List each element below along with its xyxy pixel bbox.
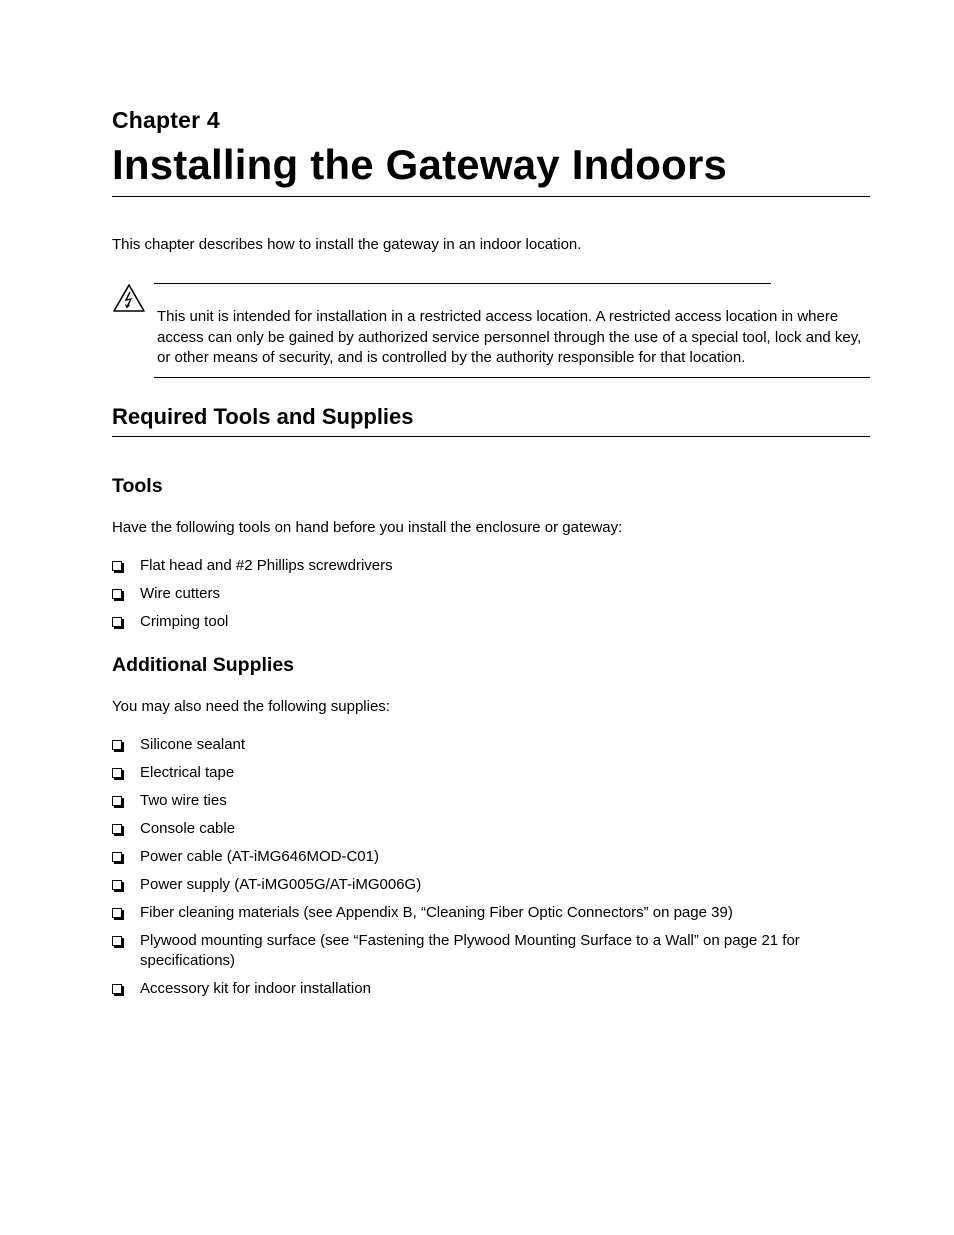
list-item — [112, 931, 842, 971]
warning-text: This unit is intended for installation in a restricted access location. A restricted access location in where access can only be gained by authorized service personnel through the use of a special tool, lock and key, or other means of security, and is controlled by the authority responsible for that location. — [157, 308, 862, 366]
warning-top-divider — [154, 283, 771, 284]
checkbox-bullet-icon — [112, 908, 122, 918]
list-item-text: Wire cutters — [140, 585, 221, 602]
checkbox-bullet-icon — [112, 561, 122, 571]
list-item — [112, 735, 842, 755]
checkbox-bullet-icon — [112, 936, 122, 946]
checkbox-bullet-icon — [112, 984, 122, 994]
checkbox-bullet-icon — [112, 589, 122, 599]
list-item-text: Accessory kit for indoor installation — [140, 980, 371, 997]
tools-intro: Have the following tools on hand before you install the enclosure or gateway: — [112, 519, 623, 536]
checkbox-bullet-icon — [112, 824, 122, 834]
electrical-hazard-icon — [112, 283, 146, 313]
list-item — [112, 847, 842, 867]
chapter-label: Chapter 4 — [112, 107, 220, 133]
list-item — [112, 979, 842, 999]
checkbox-bullet-icon — [112, 617, 122, 627]
list-item-text: Two wire ties — [140, 792, 227, 809]
checkbox-bullet-icon — [112, 768, 122, 778]
list-item — [112, 791, 842, 811]
list-item-text: Console cable — [140, 820, 236, 837]
checkbox-bullet-icon — [112, 880, 122, 890]
list-item-text: Power supply (AT-iMG005G/AT-iMG006G) — [140, 876, 422, 893]
list-item — [112, 584, 842, 604]
list-item — [112, 819, 842, 839]
list-item — [112, 903, 842, 923]
checkbox-bullet-icon — [112, 740, 122, 750]
supplies-intro: You may also need the following supplies: — [112, 698, 390, 715]
list-item-text: Crimping tool — [140, 613, 229, 630]
list-item — [112, 875, 842, 895]
list-item-text: Fiber cleaning materials (see Appendix B, “Cleaning Fiber Optic Connectors” on page 39) — [140, 904, 733, 921]
checkbox-bullet-icon — [112, 852, 122, 862]
list-item-text: Power cable (AT-iMG646MOD-C01) — [140, 848, 379, 865]
list-item — [112, 612, 842, 632]
list-item-text: Electrical tape — [140, 764, 235, 781]
supplies-heading: Additional Supplies — [112, 654, 295, 676]
supplies-list — [112, 735, 842, 999]
section-divider — [112, 436, 870, 437]
list-item-text: Silicone sealant — [140, 736, 246, 753]
chapter-intro: This chapter describes how to install the gateway in an indoor location. — [112, 236, 582, 253]
list-item — [112, 556, 842, 576]
tools-list — [112, 556, 842, 632]
tools-heading: Tools — [112, 475, 163, 497]
title-divider — [112, 196, 870, 197]
list-item-text: Flat head and #2 Phillips screwdrivers — [140, 557, 393, 574]
list-item-text: Plywood mounting surface (see “Fastening the Plywood Mounting Surface to a Wall” on page 21 for specifications) — [140, 932, 800, 969]
list-item — [112, 763, 842, 783]
chapter-title: Installing the Gateway Indoors — [112, 141, 728, 188]
warning-bottom-divider — [154, 377, 870, 378]
section-heading: Required Tools and Supplies — [112, 404, 414, 429]
checkbox-bullet-icon — [112, 796, 122, 806]
